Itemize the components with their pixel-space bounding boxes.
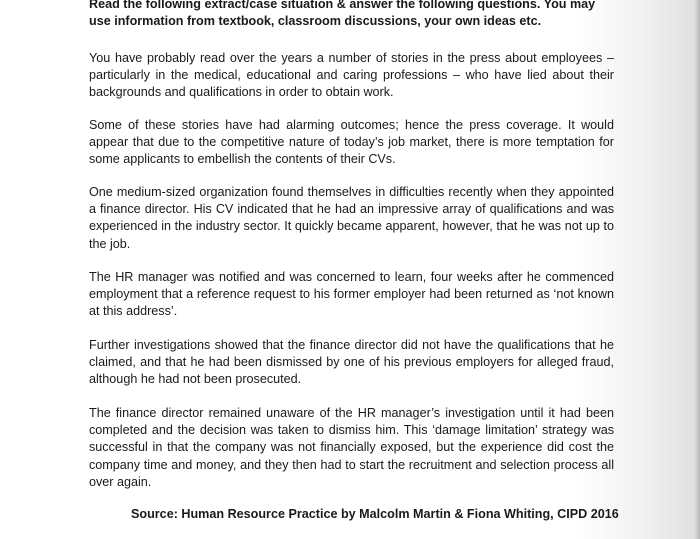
paragraph-1: You have probably read over the years a number of stories in the press about employees – particularly in the medical, educational and caring professions – who have lied about their backgrounds and qualifications in order to obtain work.	[89, 51, 614, 100]
paragraph-5: Further investigations showed that the finance director did not have the qualifications that he claimed, and that he had been dismissed by one of his previous employers for alleged fraud, although he had not been prosecuted.	[89, 338, 614, 387]
page-edge-shadow	[694, 0, 700, 539]
paragraph-6: The finance director remained unaware of the HR manager’s investigation until it had been completed and the decision was taken to dismiss him. This ‘damage limitation’ strategy was successful in that the company was not financially exposed, but the experience did cost the company time and money, and they then had to start the recruitment and selection process all over again.	[89, 406, 614, 489]
instructions-heading: Read the following extract/case situation & answer the following questions. You may use information from textbook, classroom discussions, your own ideas etc.	[89, 0, 596, 29]
paragraph-4: The HR manager was notified and was concerned to learn, four weeks after he commenced employment that a reference request to his former employer had been returned as ‘not known at this address’.	[89, 270, 614, 319]
source-citation: Source: Human Resource Practice by Malcolm Martin & Fiona Whiting, CIPD 2016	[131, 507, 619, 521]
paragraph-2: Some of these stories have had alarming outcomes; hence the press coverage. It would appear that due to the competitive nature of today’s job market, there is more temptation for some applicants to embellish the contents of their CVs.	[89, 118, 614, 167]
paragraph-3: One medium-sized organization found themselves in difficulties recently when they appointed a finance director. His CV indicated that he had an impressive array of qualifications and was experienced in the industry sector. It quickly became apparent, however, that he was not up to the job.	[89, 185, 614, 251]
